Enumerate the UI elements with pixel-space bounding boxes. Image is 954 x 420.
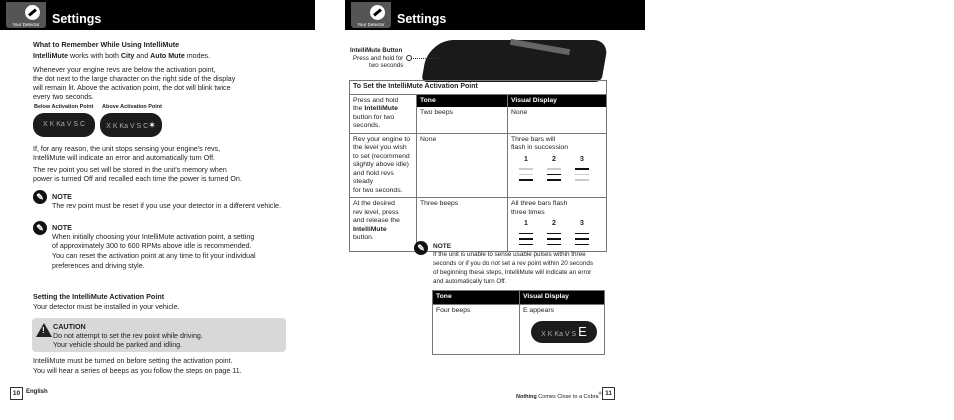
callout-dot-icon [406,55,412,61]
visual-cell: None [511,109,528,116]
bar-sequence: 1 2 3 [519,156,603,185]
footer-slogan: Nothing Comes Close to a Cobra® [516,391,602,400]
step-cell: Rev your engine to the level you wish to set (recommend slightly above idle) and hold revs steady for two seconds. [350,133,417,198]
setting-heading: Setting the IntelliMute Activation Point [33,292,165,301]
right-header [345,0,645,30]
page-title: Settings [52,12,102,26]
warning-icon: ! [36,323,52,337]
note2-label: NOTE [52,223,72,232]
below-activation-label: Below Activation Point [34,104,94,110]
note-icon: ✎ [414,241,428,255]
step-cell: Press and hold the IntelliMute button for two seconds. [350,94,417,133]
tone-cell: Three beeps [417,198,508,252]
activation-table [349,80,607,252]
tone-cell: None [417,133,508,198]
tone-cell: Four beeps [433,304,520,354]
page-title: Settings [397,12,447,26]
error-display: X K Ka V S E [531,321,597,343]
intellimute-button-label: IntelliMute Button [350,47,403,54]
remember-heading: What to Remember While Using IntelliMute [33,40,180,49]
page-number: 10 [10,387,23,400]
tone-cell: Two beeps [420,109,453,116]
left-header [0,0,315,30]
cobra-logo-icon: Your Detector [351,2,391,28]
intellimute-button-desc-1: Press and hold for [353,55,404,62]
display-above: X K Ka V S C✶ [100,113,162,137]
caution-label: CAUTION [53,322,86,331]
final-line1: IntelliMute must be turned on before setting the activation point. [33,357,233,365]
above-activation-label: Above Activation Point [102,104,162,110]
final-line2: You will hear a series of beeps as you follow the steps on page 11. [33,367,242,375]
error-table [432,290,605,355]
visual-cell: All three bars flash three times 1 2 3 [508,198,607,252]
display-below: X K Ka V S C [33,113,95,137]
page-number: 11 [602,387,615,400]
visual-cell: Three bars will flash in succession 1 2 3 [508,133,607,198]
note-icon: ✎ [33,221,47,235]
detector-device-image [421,40,608,82]
table-title: To Set the IntelliMute Activation Point [350,81,607,95]
callout-line [408,58,438,59]
setting-text: Your detector must be installed in your vehicle. [33,303,180,311]
tone-header: Tone [417,95,507,108]
visual-header: Visual Display [520,291,605,305]
works-with-text: IntelliMute works with both City and Auto Mute modes. [33,52,211,60]
visual-cell: E appears X K Ka V S E [520,304,605,354]
note1-label: NOTE [52,192,72,201]
tone-header: Tone [433,291,520,305]
right-note-label: NOTE [433,243,452,250]
blink-star-icon: ✶ [148,120,156,130]
note-icon: ✎ [33,190,47,204]
intellimute-button-desc-2: two seconds [369,62,404,69]
step-cell: At the desired rev level, press and release the IntelliMute button. [350,198,417,252]
note1-text: The rev point must be reset if you use your detector in a different vehicle. [52,202,281,210]
cobra-logo-icon: Your Detector [6,2,46,28]
caution-line2: Your vehicle should be parked and idling. [53,341,183,349]
bar-flash-all: 1 2 3 [519,220,603,249]
caution-line1: Do not attempt to set the rev point while driving. [53,332,203,340]
footer-lang: English [26,389,48,395]
visual-header: Visual Display [508,95,606,108]
